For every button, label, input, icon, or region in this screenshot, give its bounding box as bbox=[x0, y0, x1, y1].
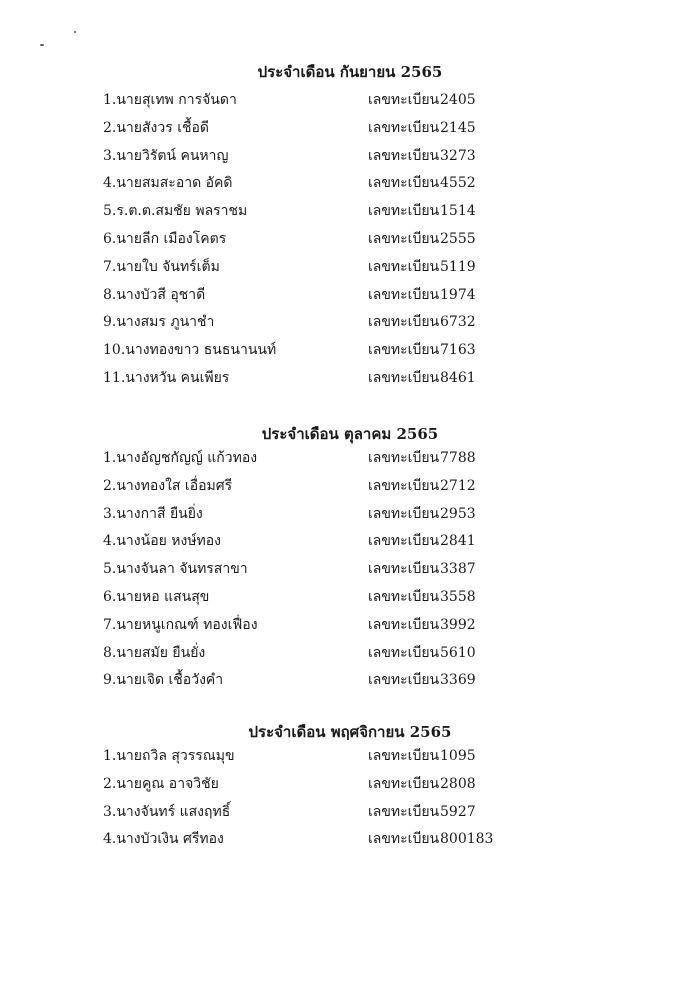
list-item bbox=[0, 117, 700, 139]
registration-label: เลขทะเบียน bbox=[368, 286, 440, 303]
person-name: 5.ร.ต.ต.สมชัย พลราชม bbox=[103, 203, 248, 220]
list-item bbox=[0, 145, 700, 167]
person-name: 4.นางบัวเงิน ศรีทอง bbox=[103, 831, 224, 848]
list-item bbox=[0, 475, 700, 497]
list-item bbox=[0, 367, 700, 389]
registration-label: เลขทะเบียน bbox=[368, 748, 440, 764]
list-item bbox=[0, 828, 700, 850]
registration-number: 5927 bbox=[440, 803, 476, 820]
person-name: 2.นางทองใส เอื่อมศรี bbox=[103, 477, 233, 494]
person-name: 6.นายหอ แสนสุข bbox=[103, 589, 210, 605]
registration-number: 3992 bbox=[440, 616, 476, 633]
list-item bbox=[0, 172, 700, 194]
registration-number: 1514 bbox=[440, 203, 476, 220]
registration-number: 3558 bbox=[440, 589, 476, 605]
registration-number: 2953 bbox=[440, 505, 476, 522]
registration-label: เลขทะเบียน bbox=[368, 342, 440, 359]
scan-speck bbox=[40, 44, 44, 46]
registration-number: 4552 bbox=[440, 175, 476, 192]
section-heading: ประจำเดือน กันยายน 2565 bbox=[257, 63, 443, 81]
registration-label: เลขทะเบียน bbox=[368, 533, 440, 550]
registration-label: เลขทะเบียน bbox=[368, 775, 440, 792]
registration-label: เลขทะเบียน bbox=[368, 831, 440, 848]
registration-number: 2555 bbox=[440, 231, 476, 247]
registration-label: เลขทะเบียน bbox=[368, 450, 440, 466]
list-item bbox=[0, 256, 700, 278]
list-item bbox=[0, 503, 700, 525]
registration-number: 7163 bbox=[440, 342, 476, 359]
registration-number: 3273 bbox=[440, 147, 476, 164]
scan-speck bbox=[74, 31, 76, 33]
person-name: 1.นางอัญชกัญญ์ แก้วทอง bbox=[103, 450, 258, 466]
list-item bbox=[0, 558, 700, 580]
list-item bbox=[0, 745, 700, 767]
registration-number: 7788 bbox=[440, 450, 476, 466]
list-item bbox=[0, 200, 700, 222]
registration-label: เลขทะเบียน bbox=[368, 119, 440, 136]
section-heading: ประจำเดือน ตุลาคม 2565 bbox=[261, 425, 439, 443]
person-name: 7.นายหนูเกณฑ์ ทองเฟื่อง bbox=[103, 616, 258, 633]
person-name: 5.นางจันลา จันทรสาขา bbox=[103, 561, 248, 578]
section-heading: ประจำเดือน พฤศจิกายน 2565 bbox=[248, 723, 452, 741]
registration-number: 2145 bbox=[440, 119, 476, 136]
list-item bbox=[0, 642, 700, 664]
registration-number: 2841 bbox=[440, 533, 476, 550]
registration-label: เลขทะเบียน bbox=[368, 616, 440, 633]
registration-label: เลขทะเบียน bbox=[368, 92, 440, 108]
registration-label: เลขทะเบียน bbox=[368, 175, 440, 192]
person-name: 11.นางหวัน คนเพียร bbox=[103, 370, 230, 386]
person-name: 3.นางกาสี ยืนยิ่ง bbox=[103, 505, 203, 522]
registration-label: เลขทะเบียน bbox=[368, 147, 440, 164]
person-name: 8.นางบัวสี อุชาดี bbox=[103, 286, 206, 303]
list-item bbox=[0, 801, 700, 823]
person-name: 3.นายวิรัตน์ คนหาญ bbox=[103, 147, 229, 164]
registration-label: เลขทะเบียน bbox=[368, 589, 440, 605]
registration-label: เลขทะเบียน bbox=[368, 370, 440, 386]
person-name: 3.นางจันทร์ แสงฤทธิ์ bbox=[103, 803, 231, 820]
person-name: 2.นายสังวร เชื้อดี bbox=[103, 119, 209, 136]
registration-number: 3387 bbox=[440, 561, 476, 578]
person-name: 7.นายใบ จันทร์เต็ม bbox=[103, 258, 220, 275]
list-item bbox=[0, 614, 700, 636]
list-item bbox=[0, 586, 700, 608]
registration-number: 5119 bbox=[440, 258, 476, 275]
person-name: 4.นางน้อย หงษ์ทอง bbox=[103, 533, 222, 550]
person-name: 6.นายลีก เมืองโคตร bbox=[103, 231, 227, 247]
person-name: 4.นายสมสะอาด อัคดิ bbox=[103, 175, 233, 192]
list-item bbox=[0, 339, 700, 361]
person-name: 9.นายเจิด เชื้อวังคำ bbox=[103, 672, 224, 689]
list-item bbox=[0, 311, 700, 333]
list-item bbox=[0, 773, 700, 795]
person-name: 8.นายสมัย ยืนยั่ง bbox=[103, 644, 206, 661]
registration-number: 5610 bbox=[440, 644, 476, 661]
list-item bbox=[0, 89, 700, 111]
registration-label: เลขทะเบียน bbox=[368, 477, 440, 494]
registration-number: 2405 bbox=[440, 92, 476, 108]
registration-number: 1974 bbox=[440, 286, 476, 303]
registration-label: เลขทะเบียน bbox=[368, 644, 440, 661]
registration-label: เลขทะเบียน bbox=[368, 561, 440, 578]
list-item bbox=[0, 447, 700, 469]
person-name: 10.นางทองขาว ธนธนานนท์ bbox=[103, 342, 277, 359]
registration-label: เลขทะเบียน bbox=[368, 314, 440, 331]
registration-number: 2712 bbox=[440, 477, 476, 494]
registration-number: 3369 bbox=[440, 672, 476, 689]
registration-label: เลขทะเบียน bbox=[368, 672, 440, 689]
registration-label: เลขทะเบียน bbox=[368, 258, 440, 275]
person-name: 1.นายสุเทพ การจันดา bbox=[103, 92, 237, 108]
registration-label: เลขทะเบียน bbox=[368, 231, 440, 247]
registration-number: 2808 bbox=[440, 775, 476, 792]
list-item bbox=[0, 530, 700, 552]
registration-label: เลขทะเบียน bbox=[368, 505, 440, 522]
list-item bbox=[0, 669, 700, 691]
list-item bbox=[0, 284, 700, 306]
list-item bbox=[0, 228, 700, 250]
registration-label: เลขทะเบียน bbox=[368, 803, 440, 820]
registration-number: 6732 bbox=[440, 314, 476, 331]
registration-number: 800183 bbox=[440, 831, 494, 848]
registration-label: เลขทะเบียน bbox=[368, 203, 440, 220]
person-name: 2.นายคูณ อาจวิชัย bbox=[103, 775, 219, 792]
registration-number: 8461 bbox=[440, 370, 476, 386]
person-name: 1.นายถวิล สุวรรณมุข bbox=[103, 748, 235, 764]
registration-number: 1095 bbox=[440, 748, 476, 764]
person-name: 9.นางสมร ภูนาชำ bbox=[103, 314, 215, 331]
